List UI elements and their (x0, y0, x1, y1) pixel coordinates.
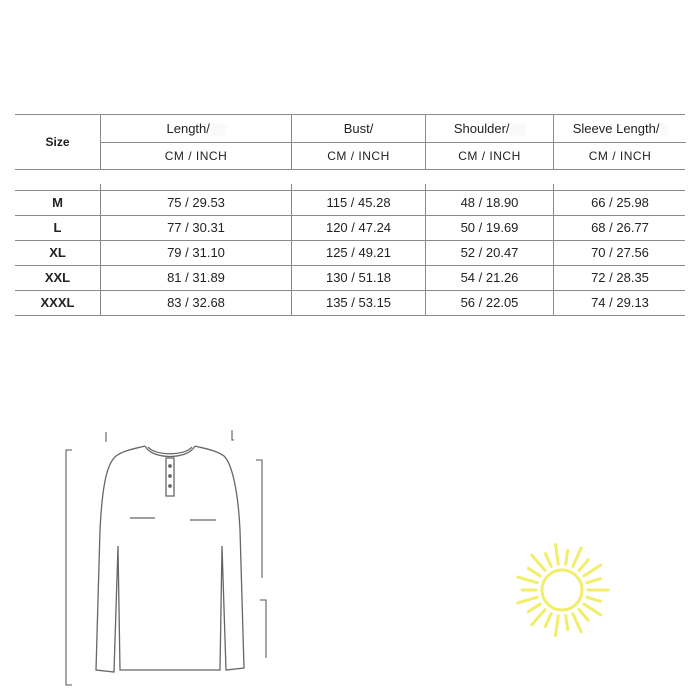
shoulder-cell: 50 / 19.69 (425, 216, 553, 240)
shoulder-cell: 52 / 20.47 (425, 241, 553, 265)
sun-ray (584, 565, 601, 576)
size-chart-table (15, 114, 685, 316)
size-chart-header (15, 114, 685, 170)
obscured-text: ░ (659, 124, 668, 136)
sun-ray (584, 604, 601, 615)
bust-cell: 125 / 49.21 (291, 241, 425, 265)
sleeve-title: Sleeve Length/ (572, 121, 660, 136)
length-cell: 79 / 31.10 (100, 241, 291, 265)
sun-ray (528, 604, 540, 612)
table-row (15, 291, 685, 316)
obscured-text: ░░ (209, 124, 226, 136)
sun-ray (545, 554, 551, 567)
length-column-header (100, 115, 291, 169)
length-unit: CM / INCH (164, 149, 228, 163)
bust-unit: CM / INCH (327, 149, 390, 163)
sun-ray (518, 577, 537, 583)
sun-ray (532, 555, 545, 570)
length-cell: 77 / 30.31 (100, 216, 291, 240)
bust-cell: 120 / 47.24 (291, 216, 425, 240)
sun-ray (573, 614, 581, 632)
size-cell: L (53, 220, 62, 235)
sun-ray (587, 597, 600, 601)
bust-title: Bust/ (292, 115, 425, 143)
sleeve-unit: CM / INCH (588, 149, 652, 163)
size-cell: XXL (44, 270, 71, 285)
sleeve-column-header (553, 115, 686, 169)
size-cell: XXXL (40, 295, 75, 310)
shoulder-unit: CM / INCH (458, 149, 521, 163)
table-row (15, 191, 685, 216)
sun-ray (579, 610, 588, 621)
sun-ray (528, 568, 540, 576)
sun-ray (532, 610, 545, 625)
sun-ray (573, 548, 581, 566)
sun-ray (555, 544, 558, 564)
size-column-header: Size (45, 135, 70, 149)
obscured-text: ░░ (509, 124, 526, 136)
sun-ray (566, 550, 568, 564)
sleeve-cell: 70 / 27.56 (553, 241, 686, 265)
sleeve-cell: 66 / 25.98 (553, 191, 686, 215)
sleeve-cell: 72 / 28.35 (553, 266, 686, 290)
table-row (15, 266, 685, 291)
bust-cell: 130 / 51.18 (291, 266, 425, 290)
sun-ray (545, 614, 551, 627)
shoulder-cell: 56 / 22.05 (425, 291, 553, 315)
shoulder-column-header (425, 115, 553, 169)
table-row (15, 241, 685, 266)
table-row (15, 216, 685, 241)
size-cell: XL (49, 245, 66, 260)
shoulder-cell: 54 / 21.26 (425, 266, 553, 290)
sun-icon (512, 540, 612, 640)
sun-ray (518, 597, 537, 603)
size-cell: M (52, 195, 63, 210)
bust-cell: 115 / 45.28 (291, 191, 425, 215)
sun-ray (579, 560, 588, 571)
bust-cell: 135 / 53.15 (291, 291, 425, 315)
bust-column-header (291, 115, 425, 169)
sun-ray (566, 616, 568, 630)
henley-shirt-icon (60, 420, 280, 690)
sun-ray (555, 616, 558, 636)
table-spacer (15, 170, 685, 191)
shoulder-cell: 48 / 18.90 (425, 191, 553, 215)
length-cell: 81 / 31.89 (100, 266, 291, 290)
sleeve-cell: 68 / 26.77 (553, 216, 686, 240)
length-cell: 75 / 29.53 (100, 191, 291, 215)
sleeve-cell: 74 / 29.13 (553, 291, 686, 315)
length-cell: 83 / 32.68 (100, 291, 291, 315)
shoulder-title: Shoulder/ (453, 121, 510, 136)
sun-ray (587, 579, 600, 583)
length-title: Length/ (166, 121, 210, 136)
